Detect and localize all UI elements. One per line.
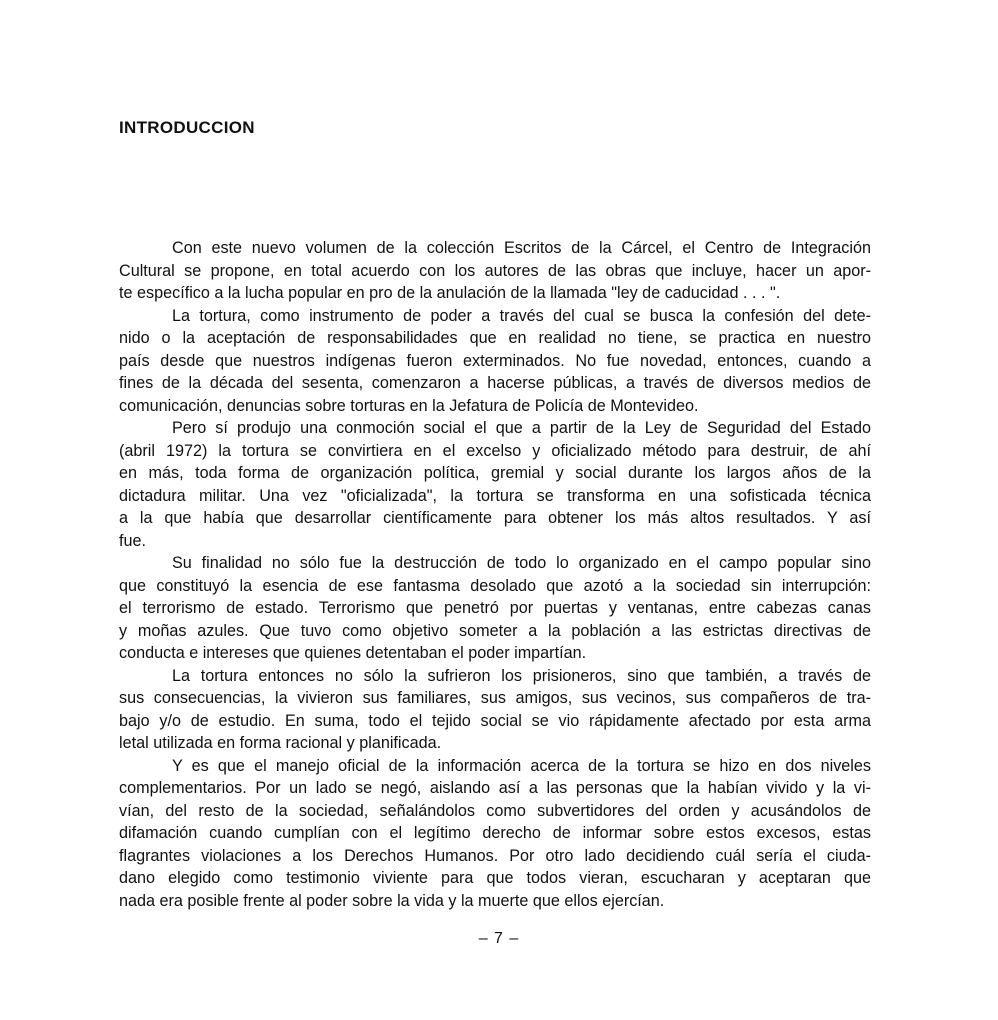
text-line: (abril 1972) la tortura se convirtiera en el excelso y oficializado método para destruir, de ahí: [119, 441, 871, 460]
text-line: La tortura, como instrumento de poder a través del cual se busca la confesión del dete-: [172, 306, 871, 325]
text-line: fue.: [119, 531, 147, 550]
text-line: dano elegido como testimonio viviente para que todos vieran, escucharan y aceptaran que: [119, 869, 871, 887]
text-line: Su finalidad no sólo fue la destrucción de todo lo organizado en el campo popular sino: [172, 554, 871, 572]
text-line: vían, del resto de la sociedad, señalándolos como subvertidores del orden y acusándolos de: [119, 801, 871, 820]
section-heading: INTRODUCCION: [119, 118, 255, 137]
text-line: conducta e intereses que quienes detentaban el poder impartían.: [119, 644, 587, 662]
text-line: en más, toda forma de organización política, gremial y social durante los largos años de la: [119, 464, 871, 482]
text-line: comunicación, denuncias sobre torturas en la Jefatura de Policía de Montevideo.: [119, 396, 699, 415]
text-line: a la que había que desarrollar científicamente para obtener los más altos resultados. Y así: [119, 509, 871, 527]
text-line: te específico a la lucha popular en pro de la anulación de la llamada "ley de caducidad . . . ".: [119, 284, 781, 302]
text-line: que constituyó la esencia de ese fantasma desolado que azotó a la sociedad sin interrupción:: [119, 576, 871, 595]
text-line: difamación cuando cumplían con el legítimo derecho de informar sobre estos excesos, estas: [119, 824, 871, 842]
text-line: Y es que el manejo oficial de la información acerca de la tortura se hizo en dos niveles: [172, 756, 871, 775]
text-line: flagrantes violaciones a los Derechos Humanos. Por otro lado decidiendo cuál sería el ciuda-: [119, 846, 871, 865]
text-line: el terrorismo de estado. Terrorismo que penetró por puertas y ventanas, entre cabezas canas: [119, 599, 871, 617]
body-text: [119, 237, 871, 912]
text-line: Con este nuevo volumen de la colección Escritos de la Cárcel, el Centro de Integración: [172, 239, 871, 257]
text-line: nido o la aceptación de responsabilidades que en realidad no tiene, se practica en nuestro: [119, 329, 871, 347]
text-line: y moñas azules. Que tuvo como objetivo someter a la población a las estrictas directivas de: [119, 621, 871, 640]
text-line: dictadura militar. Una vez "oficializada", la tortura se transforma en una sofisticada técnica: [119, 486, 871, 505]
text-line: La tortura entonces no sólo la sufrieron los prisioneros, sino que también, a través de: [172, 666, 871, 685]
text-line: sus consecuencias, la vivieron sus familiares, sus amigos, sus vecinos, sus compañeros de tra-: [119, 689, 871, 707]
text-line: bajo y/o de estudio. En suma, todo el tejido social se vio rápidamente afectado por esta arma: [119, 711, 871, 730]
text-line: complementarios. Por un lado se negó, aislando así a las personas que la habían vivido y la vi-: [119, 779, 871, 797]
text-line: Cultural se propone, en total acuerdo con los autores de las obras que incluye, hacer un apor-: [119, 261, 871, 280]
text-line: país desde que nuestros indígenas fueron exterminados. No fue novedad, entonces, cuando a: [119, 351, 871, 370]
text-line: fines de la década del sesenta, comenzaron a hacerse públicas, a través de diversos medios de: [119, 374, 871, 392]
text-line: nada era posible frente al poder sobre la vida y la muerte que ellos ejercían.: [119, 891, 665, 910]
text-line: letal utilizada en forma racional y planificada.: [119, 734, 442, 752]
text-line: Pero sí produjo una conmoción social el que a partir de la Ley de Seguridad del Estado: [172, 419, 871, 437]
page-number: – 7 –: [478, 930, 520, 947]
